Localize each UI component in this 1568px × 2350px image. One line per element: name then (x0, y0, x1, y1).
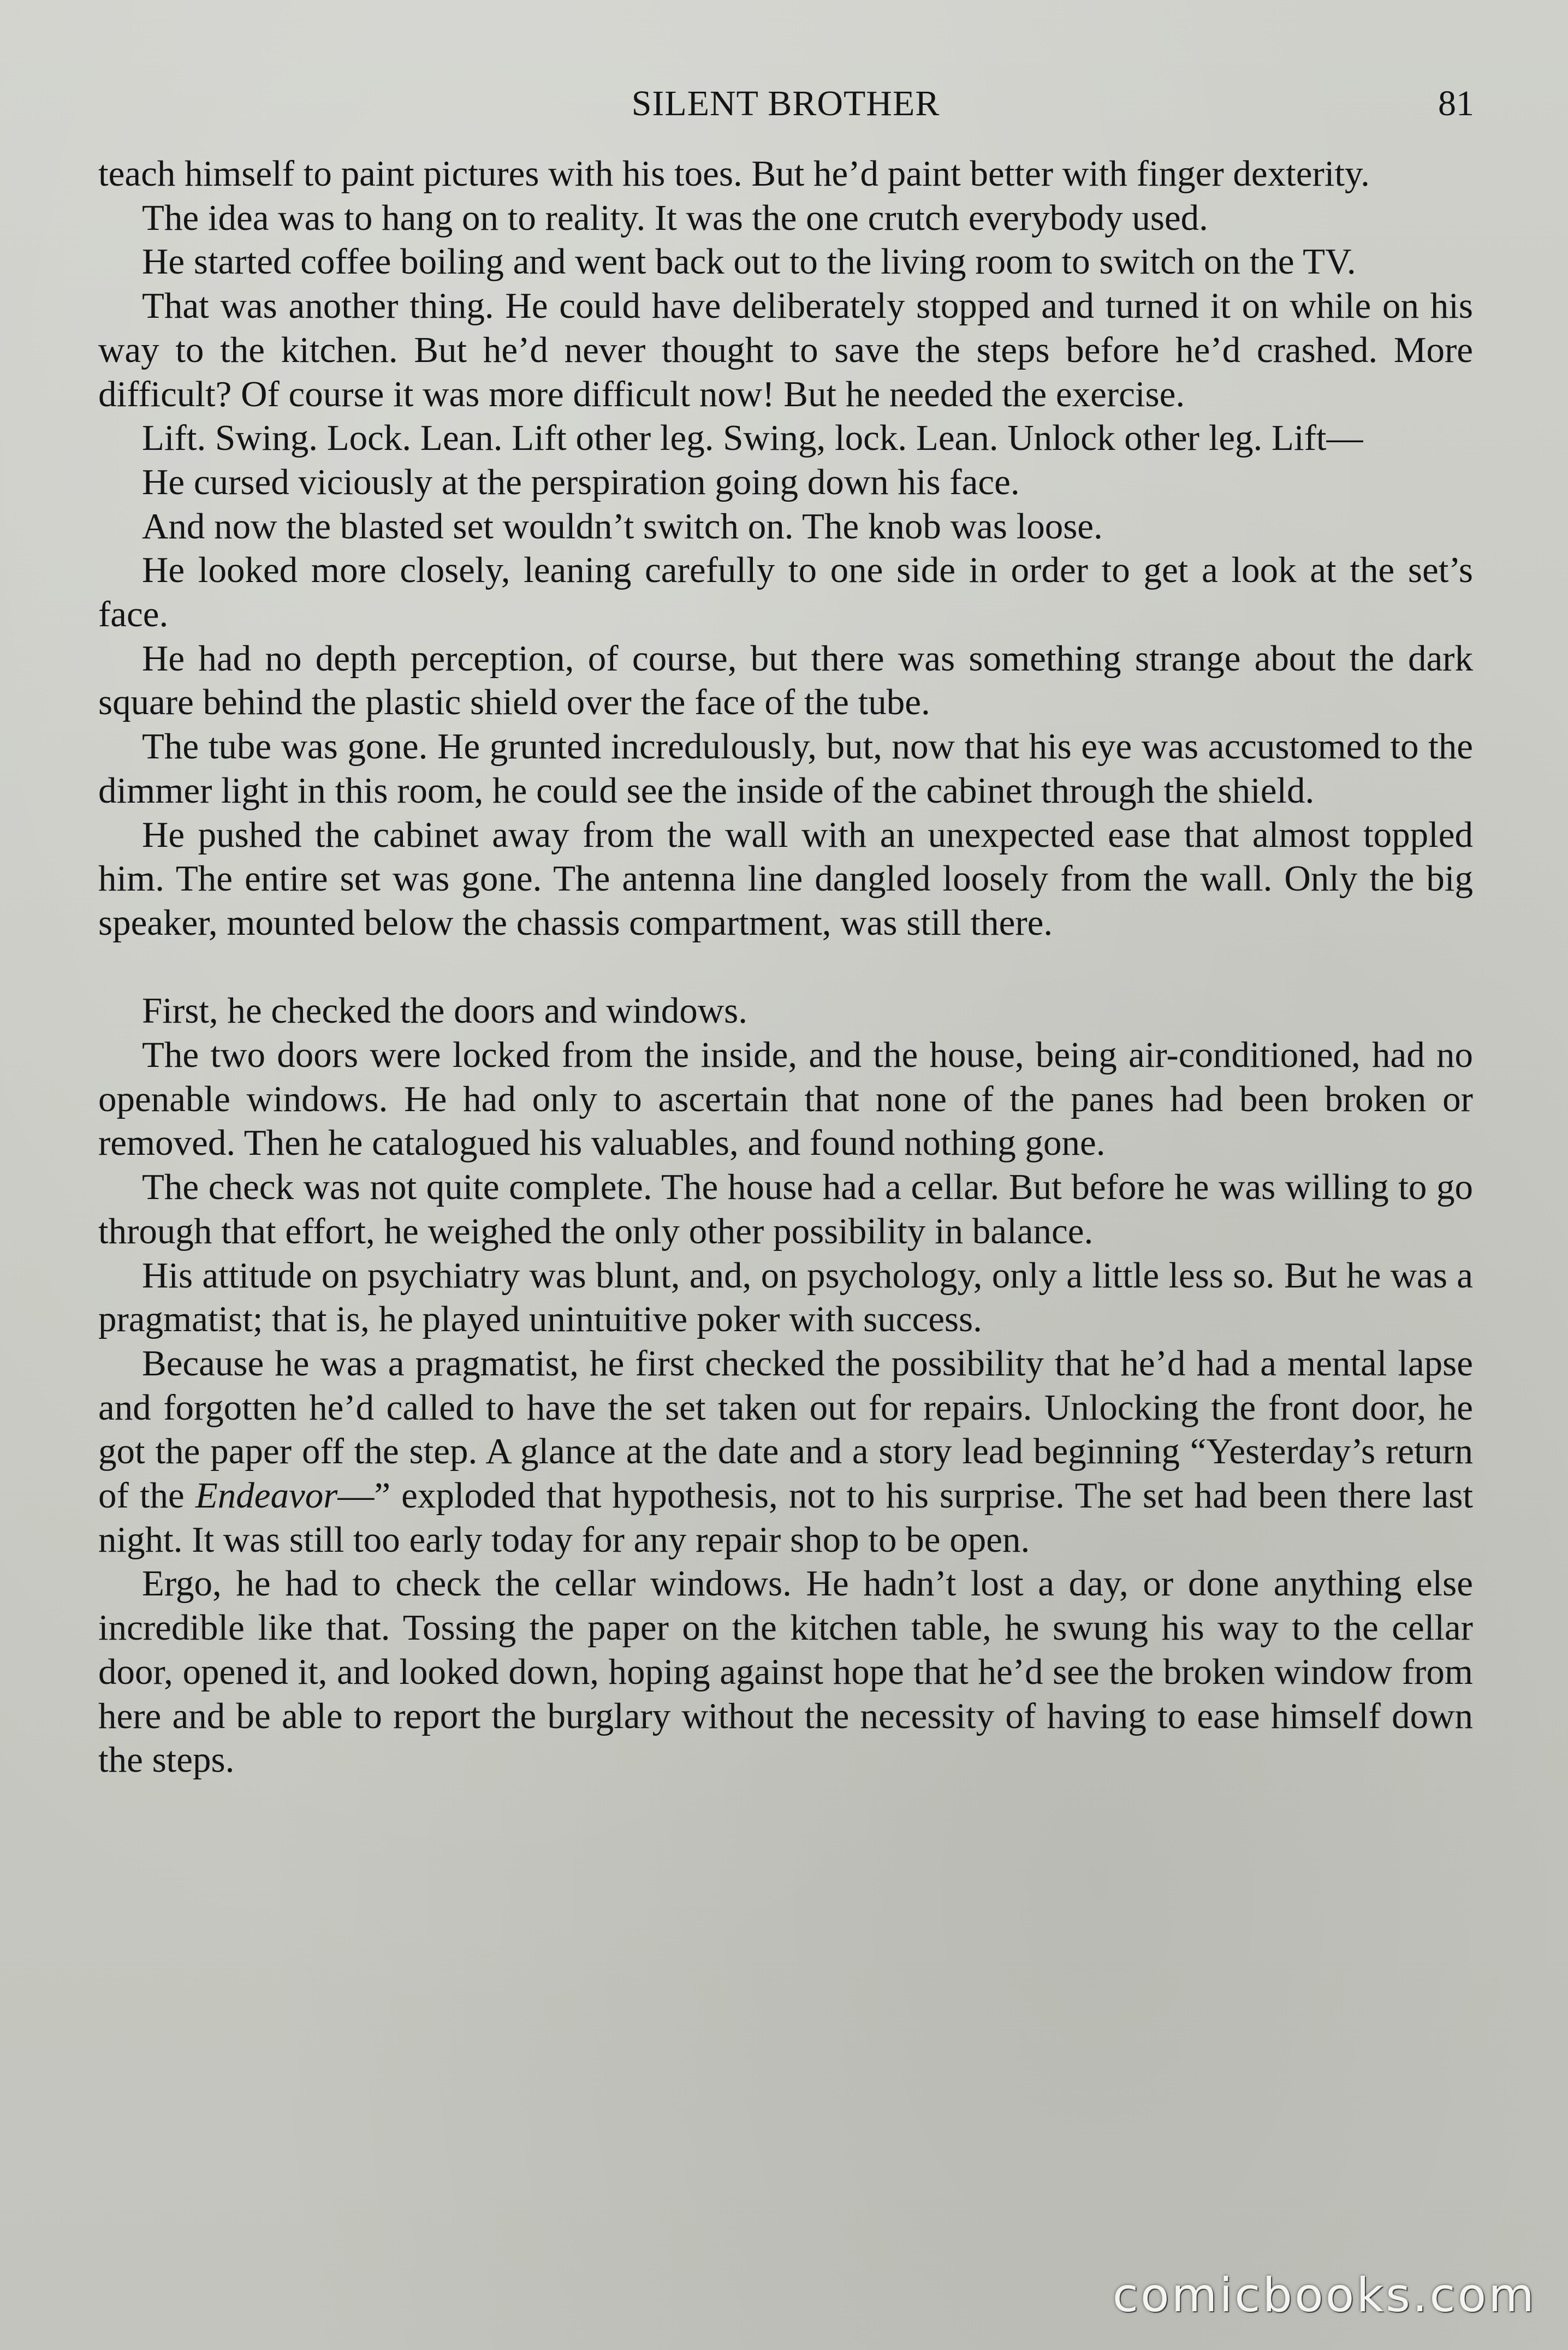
paragraph-13: The two doors were locked from the inside, and the house, being air-conditioned, had no openable windows. He had only to ascertain that none of the panes had been broken or removed. Then he catalogued his valuables, and found nothing gone. (98, 1035, 1473, 1164)
paragraph-8: He looked more closely, leaning carefully to one side in order to get a look at the set’s face. (98, 550, 1473, 635)
paragraph-16 (98, 1342, 1473, 1562)
paragraph-3: He started coffee boiling and went back out to the living room to switch on the TV. (142, 241, 1356, 282)
paragraph-7: And now the blasted set wouldn’t switch on. The knob was loose. (142, 506, 1103, 547)
page-number: 81 (1438, 84, 1474, 123)
paragraph-4: That was another thing. He could have deliberately stopped and turned it on while on his way to the kitchen. But he’d never thought to save the steps before he’d crashed. More difficult? Of course it was more difficult now! But he needed the exercise. (98, 286, 1473, 414)
watermark-logo: comicbooks.com (1112, 2268, 1536, 2323)
paragraph-9: He had no depth perception, of course, but there was something strange about the dark square behind the plastic shield over the face of the tube. (98, 638, 1473, 723)
paragraph-6: He cursed viciously at the perspiration going down his face. (142, 461, 1020, 502)
page-header (97, 76, 1474, 131)
running-title: SILENT BROTHER (631, 84, 940, 123)
paragraph-5: Lift. Swing. Lock. Lean. Lift other leg. Swing, lock. Lean. Unlock other leg. Lift— (142, 418, 1363, 459)
body-text (98, 152, 1473, 1782)
paragraph-10: The tube was gone. He grunted incredulously, but, now that his eye was accustomed to the dimmer light in this room, he could see the inside of the cabinet through the shield. (98, 726, 1473, 811)
paragraph-15: His attitude on psychiatry was blunt, and, on psychology, only a little less so. But he was a pragmatist; that is, he played unintuitive poker with success. (98, 1255, 1473, 1340)
paragraph-14: The check was not quite complete. The house had a cellar. But before he was willing to go through that effort, he weighed the only other possibility in balance. (98, 1167, 1473, 1251)
paragraph-17: Ergo, he had to check the cellar windows. He hadn’t lost a day, or done anything else incredible like that. Tossing the paper on the kitchen table, he swung his way to the cellar door, opened it, and looked down, hoping against hope that he’d see the broken window from here and be able to report the burglary without the necessity of having to ease himself down the steps. (98, 1563, 1473, 1781)
ship-name: Endeavor (195, 1475, 338, 1516)
paragraph-12: First, he checked the doors and windows. (142, 990, 748, 1031)
paragraph-1: teach himself to paint pictures with his toes. But he’d paint better with finger dexterity. (98, 153, 1370, 194)
paragraph-16-text-start: Because he was a pragmatist, he first checked the possibility that he’d had a mental lapse and forgotten he’d called to have the set taken out for repairs. Unlocking the front door, he got the paper off the step. A glance at the date and a story lead beginning “Yesterday’s return of the (98, 1343, 1473, 1516)
paragraph-11: He pushed the cabinet away from the wall with an unexpected ease that almost toppled him. The entire set was gone. The antenna line dangled loosely from the wall. Only the big speaker, mounted below the chassis compartment, was still there. (98, 814, 1473, 943)
paragraph-2: The idea was to hang on to reality. It was the one crutch everybody used. (142, 197, 1208, 238)
section-break (98, 945, 1473, 989)
paragraph-16-text-end: —” exploded that hypothesis, not to his surprise. The set had been there last night. It was still too early today for any repair shop to be open. (98, 1475, 1473, 1560)
